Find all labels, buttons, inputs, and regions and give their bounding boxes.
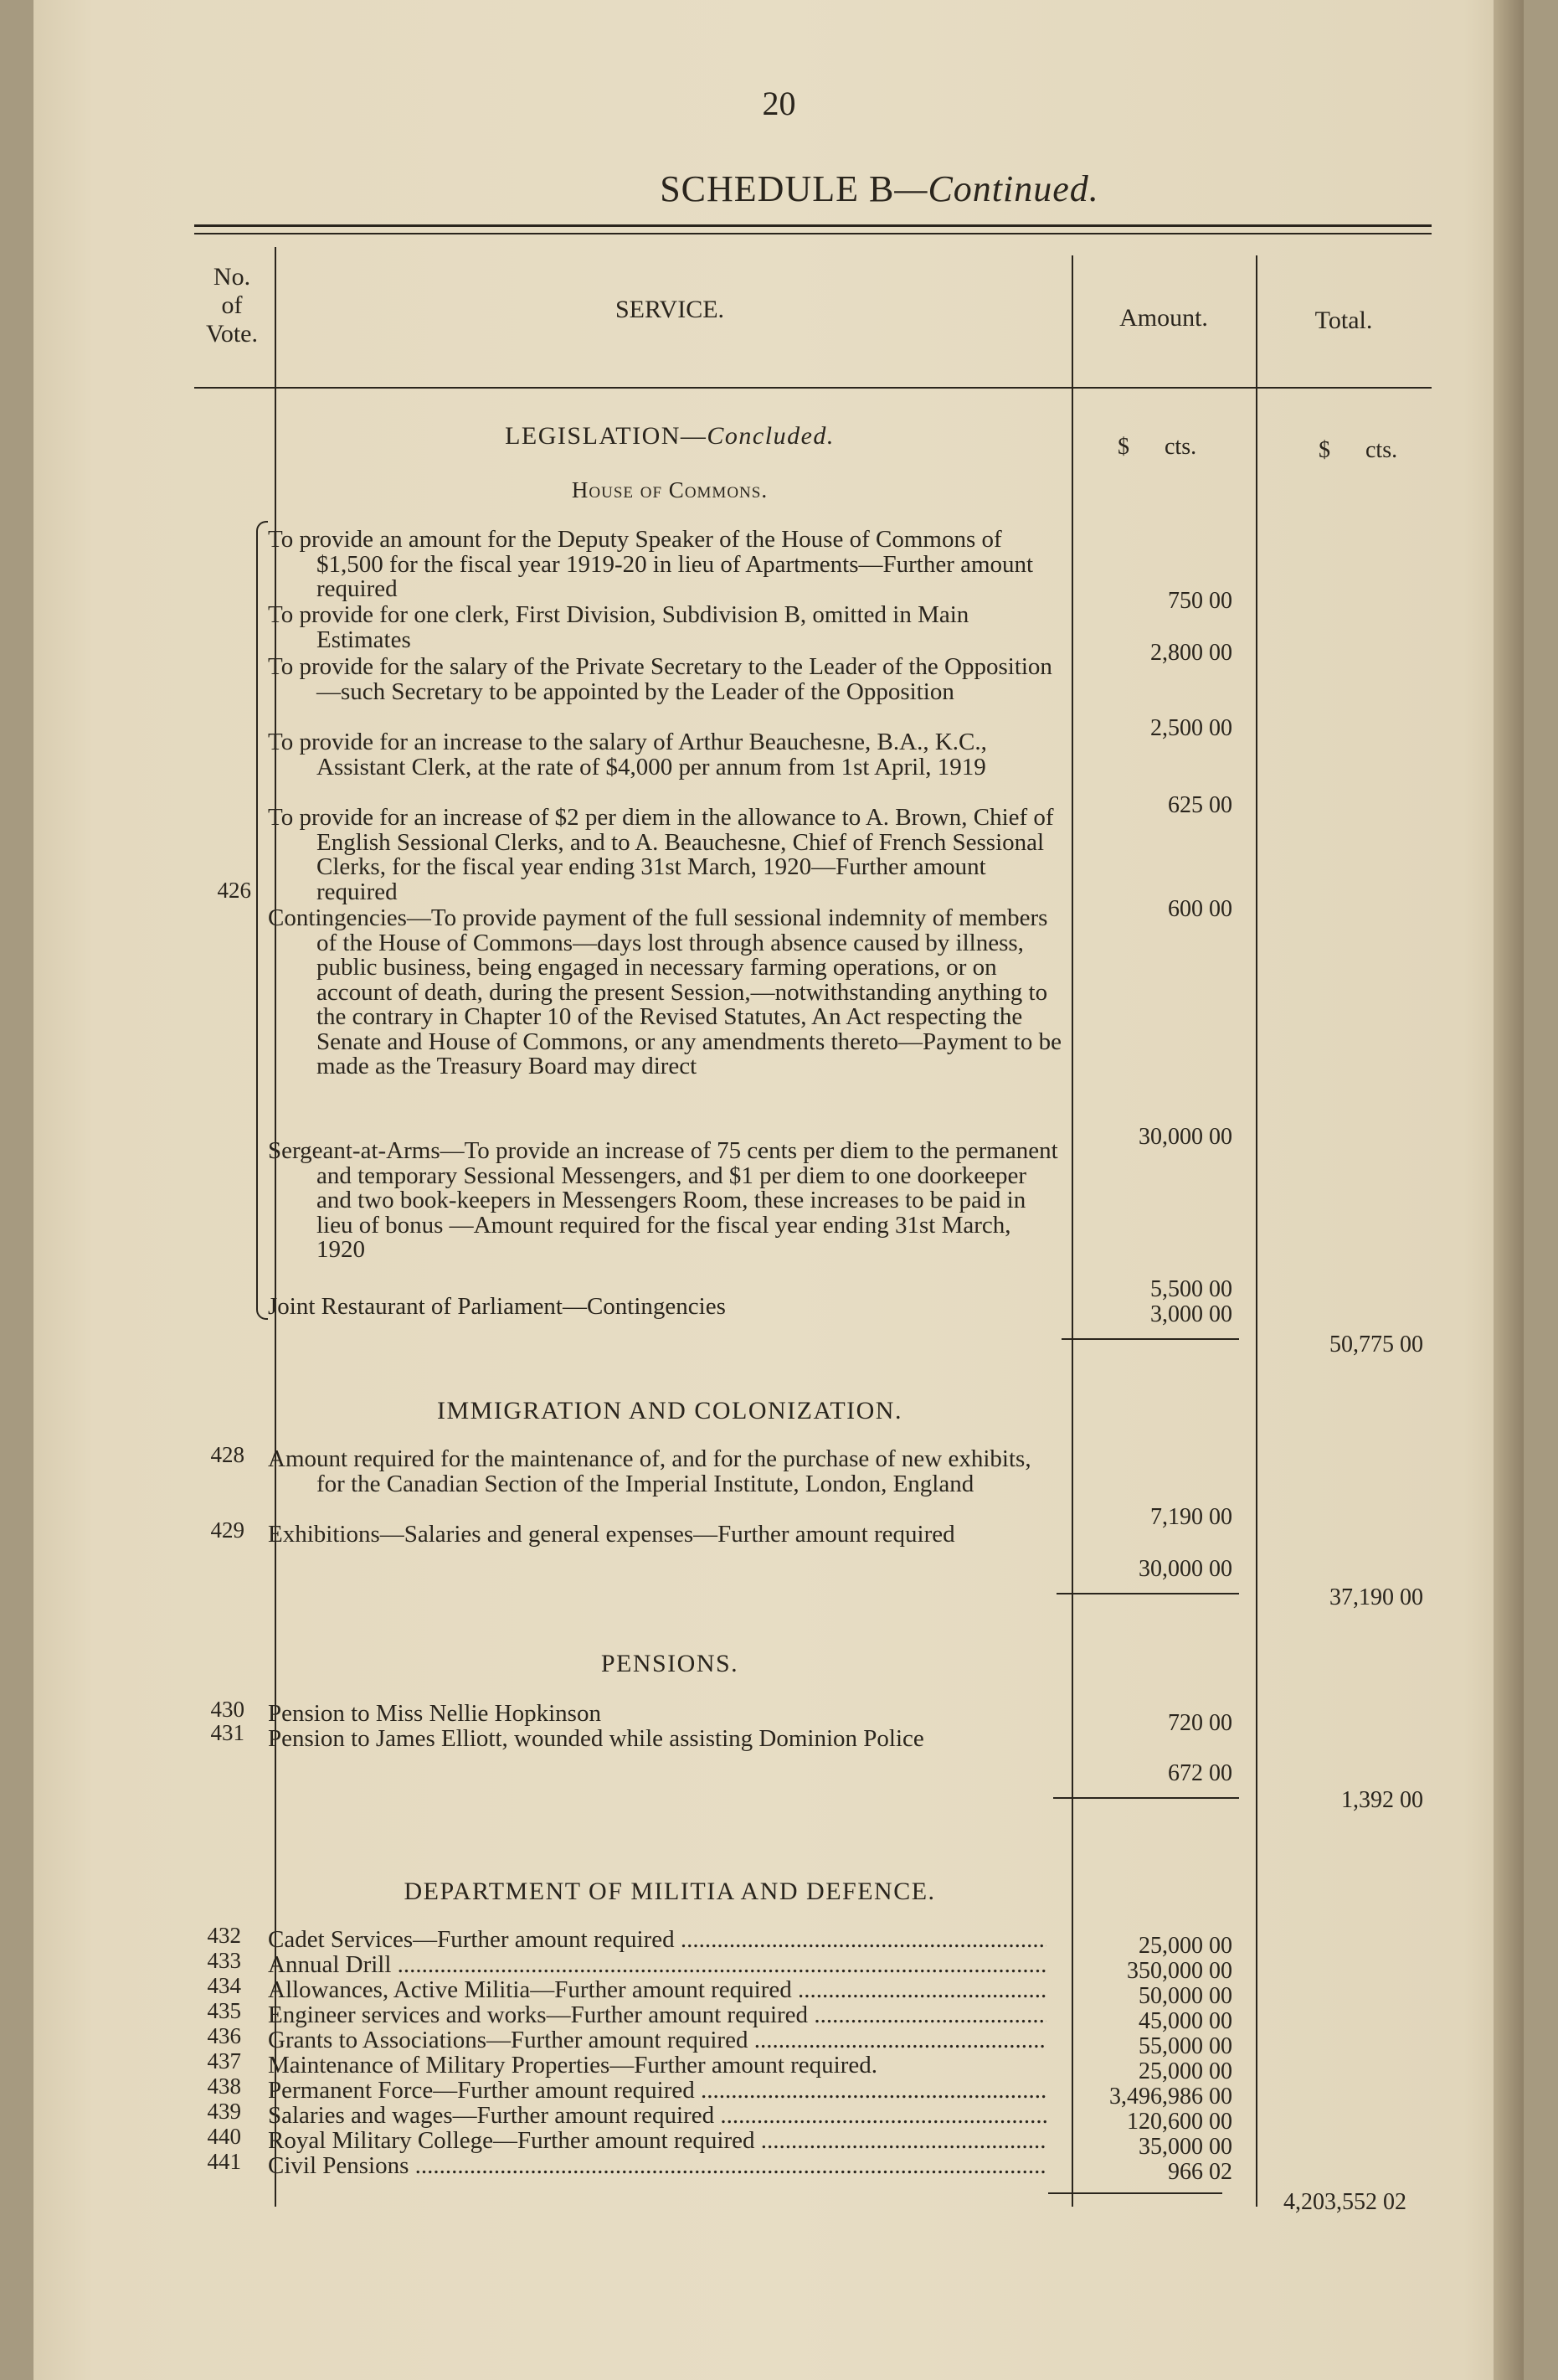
list-item: Annual Drill ..... [268, 1953, 1046, 1978]
subtotal-rule [1062, 1338, 1239, 1340]
item-amount: 25,000 00 [1139, 1933, 1232, 1959]
amount-column-line-left [1072, 255, 1073, 2207]
item-amount: 5,500 00 [1150, 1276, 1232, 1302]
header-rule [194, 387, 1432, 389]
item-amount: 600 00 [1168, 896, 1232, 922]
header-vote: No. of Vote. [206, 263, 258, 348]
vote-number: 426 [217, 878, 251, 903]
title-rule-top [194, 224, 1432, 227]
section-title-legislation [276, 422, 1063, 451]
section-title-text: LEGISLATION— [505, 422, 707, 450]
list-item: To provide for one clerk, First Division, Subdivision B, omitted in Main Estimates [268, 601, 969, 653]
section-title-italic: Concluded. [707, 422, 835, 450]
vote-number: 439 [207, 2099, 241, 2124]
vote-brace [256, 521, 268, 1320]
section-subtitle-house-of-commons: House of Commons. [571, 477, 769, 502]
list-item: Cadet Services—Further amount required ..... [268, 1928, 1046, 1953]
section-total: 37,190 00 [1329, 1584, 1423, 1610]
subtotal-rule [1048, 2192, 1222, 2194]
amount-column-line-right [1256, 255, 1257, 2207]
vote-number: 436 [207, 2023, 241, 2048]
list-item: Grants to Associations—Further amount required ..... [268, 2028, 1046, 2053]
list-item: Allowances, Active Militia—Further amount required ..... [268, 1978, 1046, 2003]
vote-number: 428 [210, 1442, 244, 1467]
section-title-pensions: PENSIONS. [600, 1650, 739, 1677]
vote-number: 433 [207, 1948, 241, 1973]
item-amount: 2,500 00 [1150, 715, 1232, 741]
item-amount: 120,600 00 [1127, 2109, 1232, 2135]
item-amount: 50,000 00 [1139, 1983, 1232, 2009]
item-amount: 25,000 00 [1139, 2058, 1232, 2084]
list-item: Engineer services and works—Further amount required ..... [268, 2003, 1046, 2028]
item-amount: 35,000 00 [1139, 2134, 1232, 2160]
section-total: 1,392 00 [1341, 1787, 1423, 1813]
section-title-immigration: IMMIGRATION AND COLONIZATION. [437, 1397, 902, 1424]
list-item: Salaries and wages—Further amount required ..... [268, 2104, 1046, 2129]
section-title-militia: DEPARTMENT OF MILITIA AND DEFENCE. [404, 1878, 936, 1905]
item-amount: 3,000 00 [1150, 1301, 1232, 1327]
list-item: To provide for an increase to the salary of Arthur Beauchesne, B.A., K.C., Assistant Clerk, at the rate of $4,000 per annum from 1st April, 1919 [268, 729, 987, 780]
item-amount: 350,000 00 [1127, 1958, 1232, 1984]
page-title [0, 167, 1558, 210]
vote-number: 437 [207, 2048, 241, 2073]
header-total: Total. [1314, 307, 1373, 334]
list-item: Civil Pensions ..... [268, 2154, 1046, 2179]
vote-number: 434 [207, 1973, 241, 1998]
title-rule-bottom [194, 233, 1432, 234]
list-item: Maintenance of Military Properties—Further amount required. [268, 2053, 878, 2079]
item-amount: 720 00 [1168, 1710, 1232, 1736]
list-item: Contingencies—To provide payment of the full sessional indemnity of members of the House of Commons—days lost through absence caused by illness, public business, being engaged in necessary farming operations, or on account of death, during the present Session,—notwithstanding anything to the contrary in Chapter 10 of the Revised Statutes, An Act respecting the Senate and House of Commons, or any amendments thereto—Payment to be made as the Treasury Board may direct [268, 904, 1062, 1079]
list-item: Sergeant-at-Arms—To provide an increase of 75 cents per diem to the permanent and temporary Sessional Messengers, and $1 per diem to one doorkeeper and two book-keepers in Messengers Room, these increases to be paid in lieu of bonus —Amount required for the fiscal year ending 31st March, 1920 [268, 1137, 1058, 1263]
list-item: Permanent Force—Further amount required ..... [268, 2079, 1046, 2104]
vote-number: 431 [210, 1720, 244, 1745]
page-number: 20 [762, 85, 796, 122]
item-amount: 672 00 [1168, 1760, 1232, 1786]
item-amount: 30,000 00 [1139, 1124, 1232, 1150]
title-main: SCHEDULE B [660, 168, 895, 209]
list-item: Pension to James Elliott, wounded while assisting Dominion Police [268, 1725, 924, 1752]
vote-number: 441 [207, 2149, 241, 2174]
section-total: 4,203,552 02 [1283, 2189, 1406, 2215]
item-amount: 7,190 00 [1150, 1504, 1232, 1530]
page-edge-shadow [1494, 0, 1524, 2380]
amount-units: $ cts. [1118, 434, 1197, 460]
vote-number: 429 [210, 1517, 244, 1543]
vote-number: 435 [207, 1998, 241, 2023]
list-item: Exhibitions—Salaries and general expenses—Further amount required [268, 1521, 955, 1548]
list-item: To provide an amount for the Deputy Speaker of the House of Commons of $1,500 for the fiscal year 1919-20 in lieu of Apartments—Further amount required [268, 526, 1034, 602]
list-item: Amount required for the maintenance of, and for the purchase of new exhibits, for the Canadian Section of the Imperial Institute, London, England [268, 1445, 1031, 1497]
item-amount: 30,000 00 [1139, 1556, 1232, 1582]
subtotal-rule [1053, 1797, 1239, 1799]
header-amount: Amount. [1119, 304, 1208, 332]
list-item: Pension to Miss Nellie Hopkinson [268, 1700, 601, 1727]
item-amount: 966 02 [1168, 2159, 1232, 2185]
item-amount: 45,000 00 [1139, 2008, 1232, 2034]
total-units: $ cts. [1319, 437, 1398, 463]
vote-number: 430 [210, 1697, 244, 1722]
vote-number: 440 [207, 2124, 241, 2149]
list-item: Joint Restaurant of Parliament—Contingencies [268, 1293, 726, 1320]
title-italic: —Continued. [894, 168, 1099, 209]
item-amount: 3,496,986 00 [1109, 2084, 1232, 2110]
subtotal-rule [1057, 1593, 1239, 1594]
section-total: 50,775 00 [1329, 1332, 1423, 1357]
vote-number: 438 [207, 2073, 241, 2099]
item-amount: 2,800 00 [1150, 640, 1232, 666]
list-item: Royal Military College—Further amount required ..... [268, 2129, 1046, 2154]
item-amount: 750 00 [1168, 588, 1232, 614]
header-service: SERVICE. [614, 296, 725, 323]
list-item: To provide for the salary of the Private Secretary to the Leader of the Opposition—such Secretary to be appointed by the Leader of the Opposition [268, 653, 1052, 705]
item-amount: 55,000 00 [1139, 2033, 1232, 2059]
vote-number: 432 [207, 1923, 241, 1948]
item-amount: 625 00 [1168, 792, 1232, 818]
list-item: To provide for an increase of $2 per diem in the allowance to A. Brown, Chief of English Sessional Clerks, and to A. Beauchesne, Chief of French Sessional Clerks, for the fiscal year ending 31st March, 1920—Further amount required [268, 804, 1054, 905]
